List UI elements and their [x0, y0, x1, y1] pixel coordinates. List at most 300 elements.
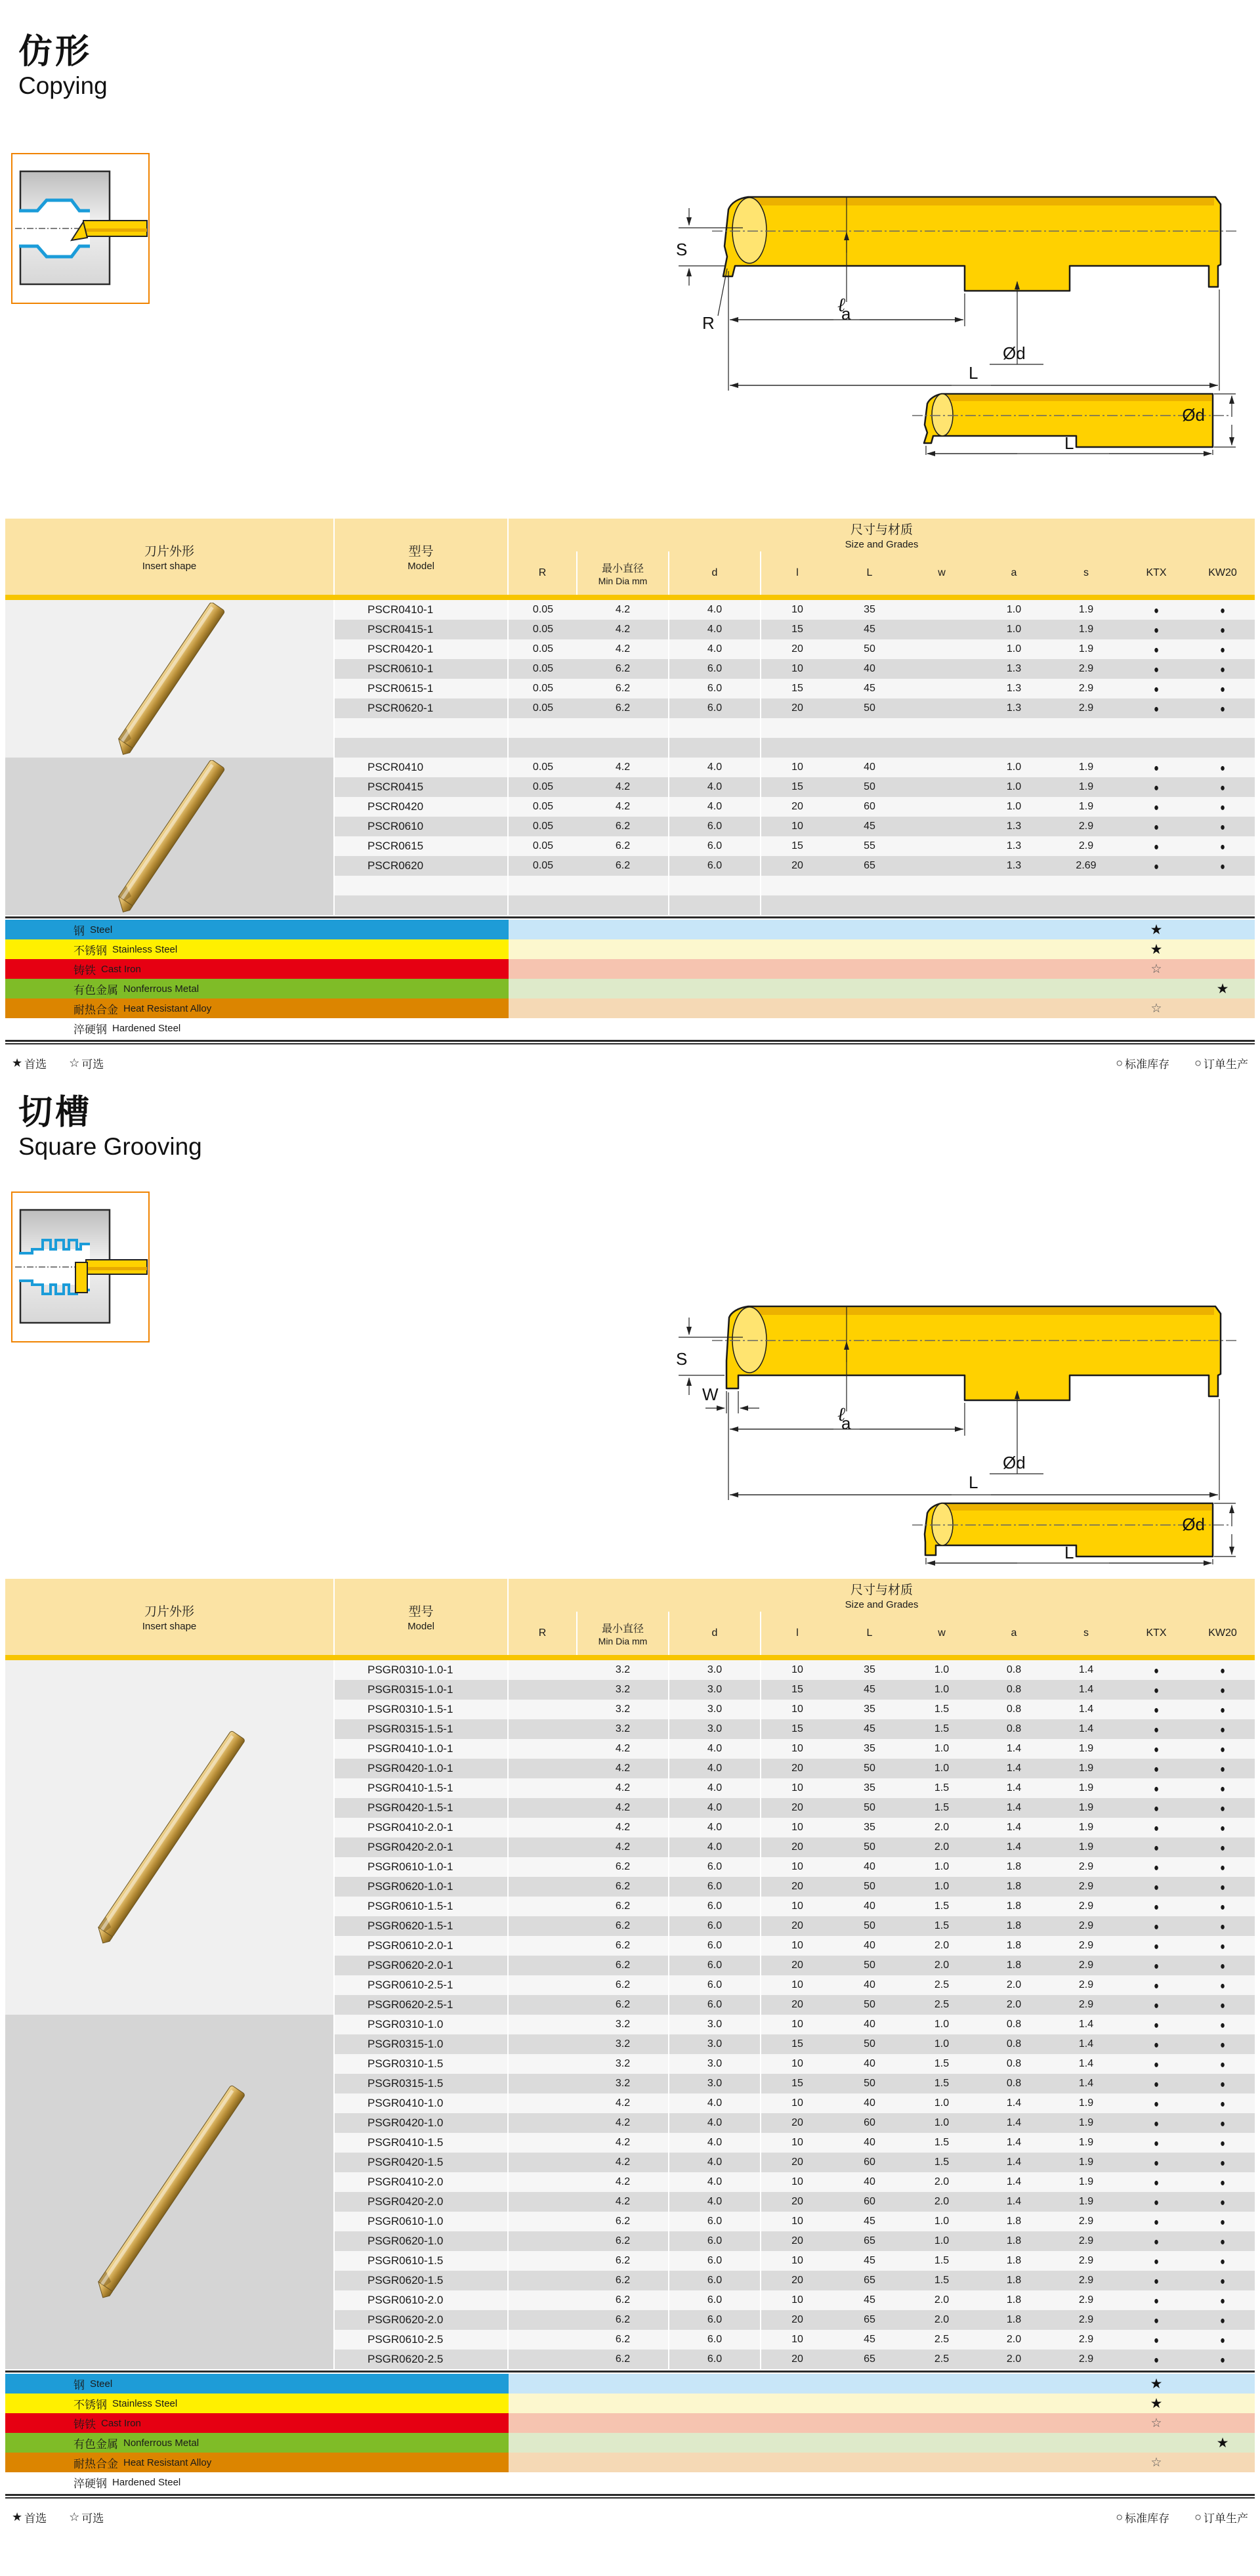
insert-shape-cell — [5, 1975, 333, 1995]
dim-cell: 4.2 — [578, 1739, 669, 1759]
dim-cell: 4.2 — [578, 2192, 669, 2212]
dim-cell: 1.9 — [1050, 758, 1122, 777]
material-band — [5, 2374, 509, 2394]
dim-cell: 1.0 — [906, 1739, 978, 1759]
dim-cell: 6.2 — [578, 2310, 669, 2330]
material-name-en: Cast Iron — [101, 2417, 141, 2429]
dim-cell: 1.4 — [1050, 2034, 1122, 2054]
table-row — [5, 1798, 1255, 1818]
dim-cell — [509, 1837, 578, 1857]
dim-cell: 10 — [761, 659, 833, 679]
dim-cell: 1.9 — [1050, 2133, 1122, 2153]
dim-cell: 10 — [761, 2015, 833, 2034]
dim-cell: 2.0 — [906, 1818, 978, 1837]
grade-dot-cell — [1190, 1916, 1255, 1936]
dim-cell: 45 — [833, 620, 906, 639]
empty-cell — [509, 876, 578, 895]
dim-cell: 50 — [833, 1877, 906, 1897]
stock-dot: ● — [1154, 761, 1159, 774]
insert-shape-cell — [5, 2212, 333, 2231]
grade-dot-cell — [1122, 777, 1190, 797]
material-grade-star: ★ — [1150, 941, 1163, 957]
stock-dot: ● — [1220, 2353, 1225, 2366]
empty-cell — [1050, 738, 1122, 758]
table-row — [5, 1700, 1255, 1719]
model-cell: PSGR0410-1.0-1 — [333, 1739, 509, 1759]
column-header-l — [761, 1612, 833, 1655]
dim-cell: 6.2 — [578, 1916, 669, 1936]
dim-cell: 35 — [833, 1739, 906, 1759]
table-row — [5, 2212, 1255, 2231]
dim-cell: 2.5 — [906, 1975, 978, 1995]
dim-cell: 50 — [833, 2034, 906, 2054]
dim-cell: 1.4 — [978, 1759, 1050, 1778]
grade-dot-cell — [1122, 1897, 1190, 1916]
dim-cell: 4.2 — [578, 2113, 669, 2133]
model-cell: PSGR0610-1.0 — [333, 2212, 509, 2231]
stock-dot: ● — [1220, 1920, 1225, 1933]
grade-dot-cell — [1122, 1857, 1190, 1877]
dim-cell: 6.0 — [669, 2231, 761, 2251]
dim-cell: 10 — [761, 758, 833, 777]
model-cell: PSGR0420-1.5 — [333, 2153, 509, 2172]
table-row — [5, 1916, 1255, 1936]
dim-cell: 20 — [761, 2271, 833, 2290]
stock-dot: ● — [1220, 1841, 1225, 1854]
stock-dot: ● — [1220, 1742, 1225, 1755]
dim-cell: 1.4 — [1050, 2074, 1122, 2093]
grade-dot-cell — [1122, 1975, 1190, 1995]
grade-dot-cell — [1190, 777, 1255, 797]
bottom-rule-1 — [5, 1040, 1255, 1042]
column-label: R — [538, 567, 547, 578]
stock-dot: ● — [1154, 1762, 1159, 1775]
dim-cell: 1.5 — [906, 1719, 978, 1739]
dim-cell: 40 — [833, 2093, 906, 2113]
dim-cell: 4.2 — [578, 2133, 669, 2153]
column-header-l — [833, 1612, 906, 1655]
dim-cell: 10 — [761, 2290, 833, 2310]
grade-dot-cell — [1190, 1857, 1255, 1877]
legend-left — [12, 1055, 126, 1071]
dim-cell: 1.5 — [906, 1798, 978, 1818]
grade-dot-cell — [1122, 659, 1190, 679]
dim-cell: 0.8 — [978, 1660, 1050, 1680]
grade-dot-cell — [1190, 1936, 1255, 1956]
stock-dot: ● — [1220, 2136, 1225, 2149]
dim-cell: 20 — [761, 1877, 833, 1897]
dimension-drawing-grooving — [650, 1277, 1240, 1566]
grade-dot-cell — [1190, 620, 1255, 639]
gold-separator-band — [5, 1655, 1255, 1660]
dim-cell: 45 — [833, 2251, 906, 2271]
grade-dot-cell — [1122, 1995, 1190, 2015]
model-header — [333, 519, 509, 595]
dim-label-a: a — [841, 1413, 851, 1433]
material-name-en: Steel — [90, 2378, 113, 2390]
stock-dot: ● — [1220, 1683, 1225, 1696]
column-header-l — [833, 551, 906, 595]
dim-cell: 0.8 — [978, 2074, 1050, 2093]
dim-cell: 2.0 — [906, 1837, 978, 1857]
insert-shape-label-en: Insert shape — [142, 1621, 197, 1632]
material-row-hardened-steel — [5, 2472, 1255, 2492]
model-cell: PSGR0620-2.5 — [333, 2350, 509, 2369]
circle-icon: ○ — [1194, 1056, 1202, 1069]
dim-cell — [509, 2271, 578, 2290]
column-header-d — [669, 551, 761, 595]
dim-cell: 45 — [833, 679, 906, 698]
dim-cell: 40 — [833, 1975, 906, 1995]
dim-cell: 1.0 — [978, 777, 1050, 797]
column-label: d — [711, 1627, 718, 1639]
dim-cell: 6.2 — [578, 856, 669, 876]
dim-cell: 1.0 — [906, 2034, 978, 2054]
grade-dot-cell — [1122, 817, 1190, 836]
dim-cell: 6.0 — [669, 2350, 761, 2369]
insert-shape-cell — [5, 2074, 333, 2093]
dim-cell: 20 — [761, 1798, 833, 1818]
grade-dot-cell — [1122, 1739, 1190, 1759]
dim-cell: 65 — [833, 2271, 906, 2290]
dim-cell: 2.0 — [978, 1975, 1050, 1995]
column-header-kw20 — [1190, 1612, 1255, 1655]
stock-dot: ● — [1154, 1841, 1159, 1854]
grade-dot-cell — [1122, 698, 1190, 718]
section-title-copying — [18, 34, 108, 99]
insert-shape-cell — [5, 1837, 333, 1857]
grade-dot-cell — [1190, 1778, 1255, 1798]
dim-cell: 45 — [833, 2212, 906, 2231]
material-band — [5, 2472, 509, 2492]
insert-shape-cell — [5, 2310, 333, 2330]
dim-cell: 2.9 — [1050, 1857, 1122, 1877]
empty-cell — [1050, 895, 1122, 915]
column-label: s — [1083, 1627, 1089, 1639]
dim-cell: 20 — [761, 2350, 833, 2369]
dim-label-len2: L — [1064, 433, 1074, 453]
grade-dot-cell — [1122, 1877, 1190, 1897]
dim-cell: 6.0 — [669, 1936, 761, 1956]
materials-top-rule — [5, 2371, 1255, 2372]
dim-cell — [906, 698, 978, 718]
legend-item — [69, 1055, 104, 1071]
dim-cell: 1.9 — [1050, 797, 1122, 817]
dim-cell: 6.2 — [578, 2231, 669, 2251]
grade-dot-cell — [1122, 797, 1190, 817]
stock-dot: ● — [1220, 761, 1225, 774]
dim-cell: 4.2 — [578, 1798, 669, 1818]
empty-cell — [1190, 895, 1255, 915]
empty-cell — [1190, 876, 1255, 895]
dim-cell: 20 — [761, 2192, 833, 2212]
empty-cell — [669, 876, 761, 895]
grade-dot-cell — [1122, 1680, 1190, 1700]
table-row — [5, 2074, 1255, 2093]
model-cell: PSGR0310-1.5 — [333, 2054, 509, 2074]
stock-dot: ● — [1154, 2353, 1159, 2366]
dim-cell — [906, 639, 978, 659]
stock-dot: ● — [1154, 1742, 1159, 1755]
dim-cell: 1.5 — [906, 1897, 978, 1916]
dim-cell: 2.9 — [1050, 1916, 1122, 1936]
dim-label-a: a — [841, 304, 851, 324]
grade-dot-cell — [1190, 600, 1255, 620]
material-grade-star: ★ — [1216, 2435, 1229, 2451]
dim-cell: 1.8 — [978, 1877, 1050, 1897]
dim-cell: 1.5 — [906, 1778, 978, 1798]
grade-dot-cell — [1122, 639, 1190, 659]
grade-dot-cell — [1190, 2054, 1255, 2074]
stock-dot: ● — [1220, 1703, 1225, 1716]
empty-cell — [333, 895, 509, 915]
grade-dot-cell — [1190, 856, 1255, 876]
grade-dot-cell — [1122, 1700, 1190, 1719]
model-cell: PSGR0610-2.5 — [333, 2330, 509, 2350]
table-row — [5, 2290, 1255, 2310]
section-title-en: Square Grooving — [18, 1132, 202, 1160]
grade-dot-cell — [1190, 758, 1255, 777]
dim-label-dia2: Ød — [1182, 1514, 1205, 1534]
grade-dot-cell — [1122, 1660, 1190, 1680]
grade-dot-cell — [1190, 698, 1255, 718]
material-name-zh: 钢 — [74, 924, 85, 937]
dim-cell — [906, 856, 978, 876]
model-cell: PSCR0410 — [333, 758, 509, 777]
dim-cell — [509, 1936, 578, 1956]
model-cell: PSGR0420-1.0 — [333, 2113, 509, 2133]
model-cell: PSGR0620-1.5-1 — [333, 1916, 509, 1936]
stock-dot: ● — [1220, 2333, 1225, 2346]
stock-dot: ● — [1220, 2215, 1225, 2228]
dim-cell: 2.0 — [978, 1995, 1050, 2015]
dim-cell: 1.8 — [978, 1916, 1050, 1936]
insert-shape-cell — [5, 1897, 333, 1916]
model-cell: PSCR0415 — [333, 777, 509, 797]
dim-cell — [509, 1660, 578, 1680]
empty-cell — [761, 876, 833, 895]
insert-shape-cell — [5, 679, 333, 698]
empty-cell — [906, 876, 978, 895]
grade-dot-cell — [1190, 639, 1255, 659]
empty-cell — [1122, 876, 1190, 895]
empty-cell — [333, 738, 509, 758]
stock-dot: ● — [1220, 1880, 1225, 1893]
material-band — [5, 2433, 509, 2453]
table-row — [5, 1956, 1255, 1975]
grade-dot-cell — [1122, 600, 1190, 620]
dim-cell: 2.9 — [1050, 1936, 1122, 1956]
material-name-en: Hardened Steel — [112, 2476, 181, 2488]
material-row-nonferrous-metal — [5, 2433, 1255, 2453]
dim-cell: 1.0 — [978, 639, 1050, 659]
table-row — [5, 2054, 1255, 2074]
dim-cell: 4.2 — [578, 2153, 669, 2172]
dim-cell: 1.9 — [1050, 2093, 1122, 2113]
grade-dot-cell — [1190, 2231, 1255, 2251]
empty-cell — [906, 738, 978, 758]
dim-cell: 10 — [761, 2172, 833, 2192]
hollow-star-icon: ☆ — [69, 2510, 80, 2523]
dim-cell — [509, 2212, 578, 2231]
dim-cell: 4.0 — [669, 620, 761, 639]
dim-cell: 60 — [833, 797, 906, 817]
grade-dot-cell — [1190, 2074, 1255, 2093]
stock-dot: ● — [1220, 702, 1225, 715]
material-name-en: Heat Resistant Alloy — [123, 2457, 212, 2468]
dim-cell: 4.2 — [578, 758, 669, 777]
column-header-s — [1050, 1612, 1122, 1655]
dim-cell — [906, 659, 978, 679]
insert-shape-cell — [5, 1857, 333, 1877]
grade-dot-cell — [1122, 679, 1190, 698]
dim-cell: 6.2 — [578, 2350, 669, 2369]
dim-cell: 0.05 — [509, 620, 578, 639]
legend-row — [5, 2509, 1255, 2525]
dim-cell: 2.0 — [906, 2290, 978, 2310]
table-body — [5, 1660, 1255, 2369]
model-cell: PSGR0620-1.0 — [333, 2231, 509, 2251]
model-cell: PSGR0610-2.5-1 — [333, 1975, 509, 1995]
dim-cell: 20 — [761, 1759, 833, 1778]
dim-cell: 6.2 — [578, 836, 669, 856]
dim-cell: 65 — [833, 2310, 906, 2330]
insert-shape-cell — [5, 2093, 333, 2113]
table-row — [5, 620, 1255, 639]
stock-dot: ● — [1154, 2313, 1159, 2327]
legend-item — [1116, 2509, 1169, 2525]
grade-dot-cell — [1122, 758, 1190, 777]
dim-cell: 40 — [833, 2133, 906, 2153]
dim-cell: 1.0 — [978, 600, 1050, 620]
size-grades-header — [509, 519, 1255, 551]
table-row-empty — [5, 895, 1255, 915]
insert-shape-cell — [5, 659, 333, 679]
stock-dot: ● — [1154, 2254, 1159, 2267]
insert-shape-cell — [5, 1995, 333, 2015]
dim-cell: 4.2 — [578, 2093, 669, 2113]
material-name-zh: 淬硬钢 — [74, 1023, 107, 1036]
stock-dot: ● — [1220, 2156, 1225, 2169]
grade-dot-cell — [1190, 1818, 1255, 1837]
material-name-zh: 不锈钢 — [74, 2398, 107, 2411]
dim-cell: 6.0 — [669, 1916, 761, 1936]
dim-cell: 4.0 — [669, 797, 761, 817]
dim-cell: 60 — [833, 2192, 906, 2212]
dim-cell: 1.3 — [978, 856, 1050, 876]
model-cell: PSGR0420-1.0-1 — [333, 1759, 509, 1778]
dim-cell: 35 — [833, 1660, 906, 1680]
column-label: KTX — [1146, 567, 1167, 578]
grade-dot-cell — [1122, 856, 1190, 876]
model-label-en: Model — [408, 1621, 434, 1632]
dim-cell: 1.9 — [1050, 1778, 1122, 1798]
material-row-stainless-steel — [5, 939, 1255, 959]
dim-cell — [509, 1995, 578, 2015]
dim-cell: 1.0 — [906, 1877, 978, 1897]
legend-item — [69, 2509, 104, 2525]
material-name-en: Nonferrous Metal — [123, 2437, 200, 2449]
dim-cell: 3.0 — [669, 2015, 761, 2034]
dim-cell: 1.9 — [1050, 2172, 1122, 2192]
material-name-zh: 铸铁 — [74, 964, 96, 977]
insert-shape-cell — [5, 1916, 333, 1936]
empty-cell — [978, 718, 1050, 738]
dim-cell: 1.4 — [978, 1818, 1050, 1837]
empty-cell — [833, 876, 906, 895]
grade-dot-cell — [1122, 2172, 1190, 2192]
column-header-l — [761, 551, 833, 595]
dim-cell — [509, 2034, 578, 2054]
dim-cell: 6.2 — [578, 1897, 669, 1916]
dim-cell: 20 — [761, 2310, 833, 2330]
dim-cell: 1.4 — [978, 2113, 1050, 2133]
insert-shape-cell — [5, 639, 333, 659]
dim-cell: 1.3 — [978, 659, 1050, 679]
dim-cell — [509, 2113, 578, 2133]
dim-cell: 6.0 — [669, 836, 761, 856]
material-name-zh: 不锈钢 — [74, 944, 107, 957]
dim-cell: 50 — [833, 1759, 906, 1778]
empty-cell — [1122, 738, 1190, 758]
legend-item — [1194, 1055, 1248, 1071]
stock-dot: ● — [1220, 2176, 1225, 2189]
dim-cell: 0.05 — [509, 679, 578, 698]
column-label: KW20 — [1208, 1627, 1237, 1639]
filled-star-icon: ★ — [12, 2510, 23, 2523]
grade-dot-cell — [1190, 2350, 1255, 2369]
model-cell: PSGR0410-1.5-1 — [333, 1778, 509, 1798]
grade-dot-cell — [1122, 2074, 1190, 2093]
table-row — [5, 2350, 1255, 2369]
material-grade-star: ★ — [1150, 2395, 1163, 2411]
insert-shape-label-zh: 刀片外形 — [144, 1605, 194, 1619]
grade-dot-cell — [1190, 659, 1255, 679]
legend-left — [12, 2509, 126, 2525]
insert-shape-cell — [5, 856, 333, 876]
material-row-steel — [5, 2374, 1255, 2394]
dim-cell: 10 — [761, 1818, 833, 1837]
legend-label: 首选 — [24, 2512, 47, 2525]
stock-dot: ● — [1220, 1821, 1225, 1834]
dim-cell: 20 — [761, 797, 833, 817]
grade-dot-cell — [1190, 2153, 1255, 2172]
table-row — [5, 1778, 1255, 1798]
dim-cell: 40 — [833, 1897, 906, 1916]
insert-shape-cell — [5, 1798, 333, 1818]
dim-cell: 0.05 — [509, 817, 578, 836]
dim-cell: 1.4 — [978, 1798, 1050, 1818]
stock-dot: ● — [1154, 2274, 1159, 2287]
empty-cell — [906, 895, 978, 915]
empty-cell — [5, 895, 333, 915]
dim-cell: 6.0 — [669, 2310, 761, 2330]
dim-cell: 40 — [833, 2015, 906, 2034]
stock-dot: ● — [1220, 2294, 1225, 2307]
stock-dot: ● — [1154, 2136, 1159, 2149]
bottom-rule-2 — [5, 1043, 1255, 1044]
stock-dot: ● — [1220, 2116, 1225, 2130]
circle-icon: ○ — [1194, 2510, 1202, 2523]
material-name-en: Steel — [90, 924, 113, 935]
insert-shape-cell — [5, 1818, 333, 1837]
stock-dot: ● — [1220, 2097, 1225, 2110]
dim-cell: 0.05 — [509, 856, 578, 876]
dim-cell: 0.8 — [978, 1719, 1050, 1739]
dim-cell: 1.8 — [978, 2231, 1050, 2251]
model-cell: PSCR0415-1 — [333, 620, 509, 639]
empty-cell — [669, 895, 761, 915]
